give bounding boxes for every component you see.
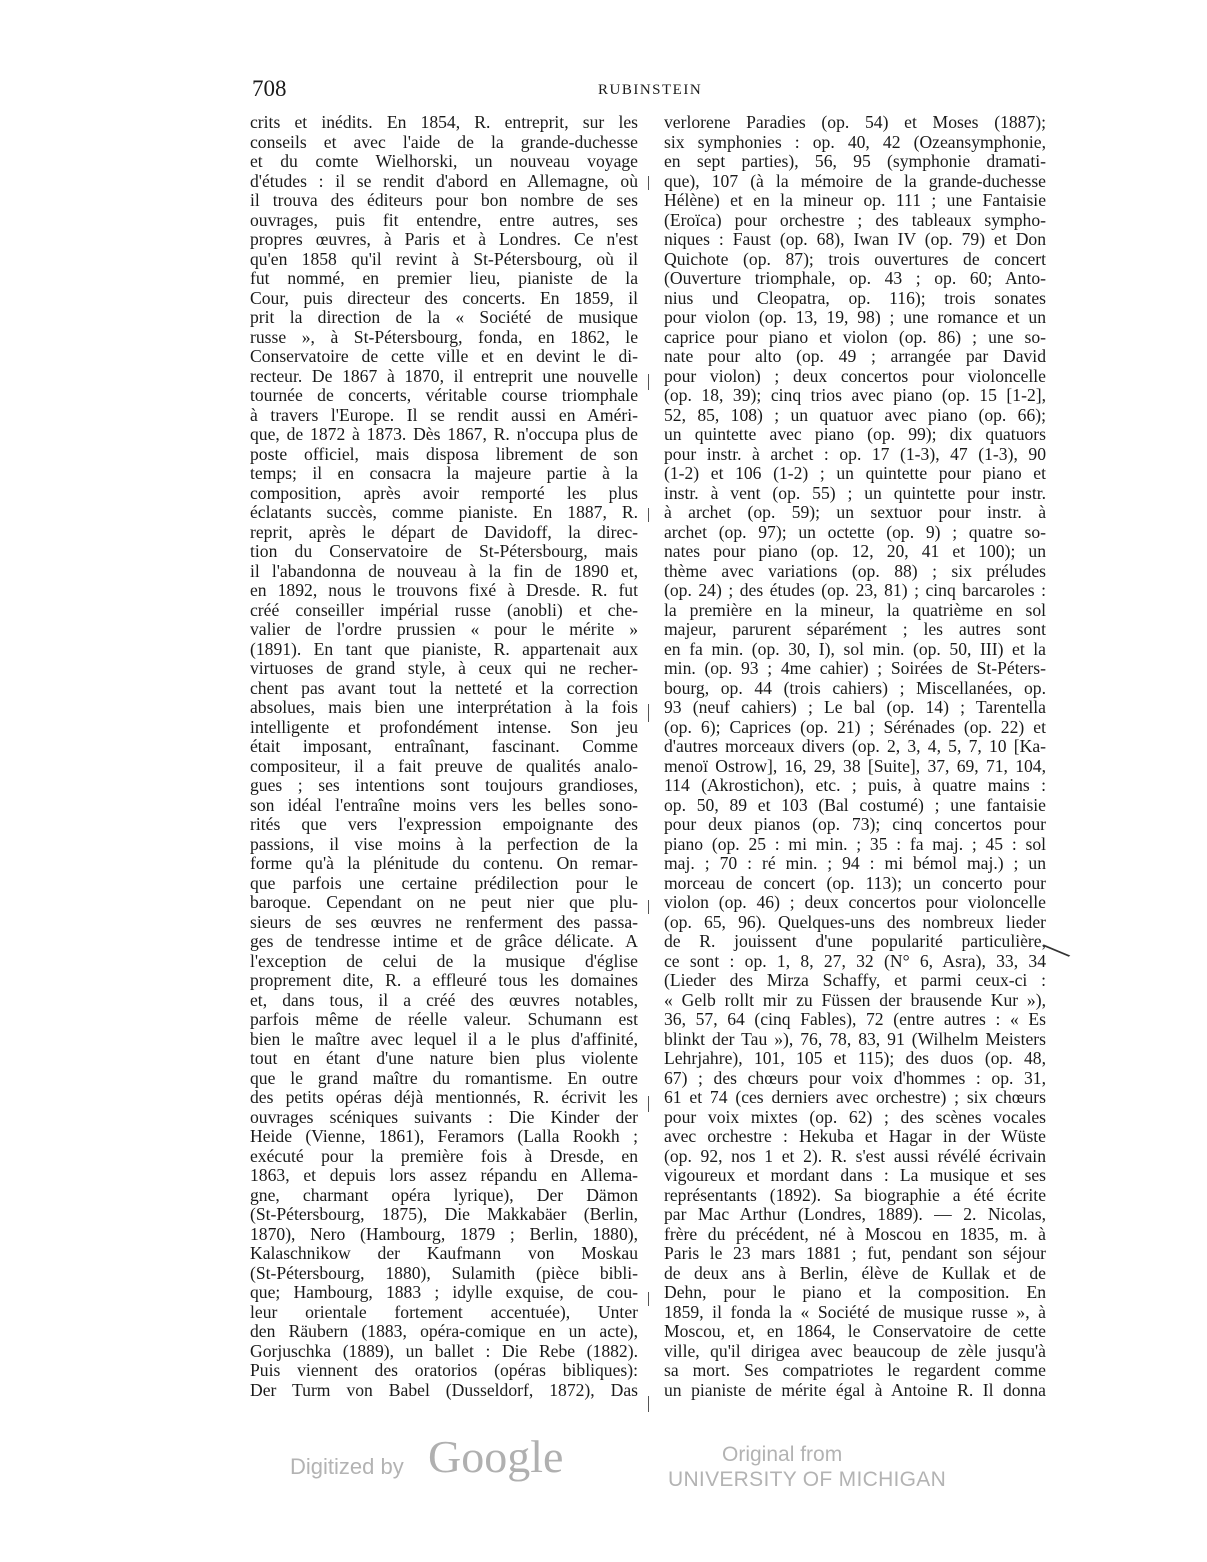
text-line: 1863, et depuis lors assez répandu en Allema-: [250, 1165, 638, 1185]
text-line: de deux ans à Berlin, élève de Kullak et de: [664, 1262, 1046, 1283]
text-line: ville, qu'il dirigea avec beaucoup de zèle jusqu'à: [664, 1340, 1046, 1361]
text-line: Hélène) et en la mineur op. 111 ; une Fantaisie: [664, 190, 1046, 210]
text-line: pour deux pianos (op. 73); cinq concertos pour: [664, 814, 1046, 834]
margin-mark: ╲: [1043, 936, 1070, 965]
text-line: den Räubern (1883, opéra-comique en un acte),: [250, 1321, 638, 1341]
text-line: sa mort. Ses compatriotes le regardent comme: [664, 1360, 1046, 1380]
text-line: valier de l'ordre prussien « pour le mérite »: [250, 619, 638, 639]
text-line: pour voix mixtes (op. 62) ; des scènes vocales: [664, 1106, 1046, 1127]
running-head: RUBINSTEIN: [598, 82, 703, 98]
text-line: Paris le 23 mars 1881 ; fut, pendant son séjour: [664, 1243, 1046, 1263]
text-line: un pianiste de mérite égal à Antoine R. Il donna: [664, 1379, 1046, 1400]
text-line: rités que vers l'expression empoignante des: [250, 814, 638, 834]
text-line: il trouva des éditeurs pour bon nombre de ses: [250, 190, 638, 210]
original-from-label: Original from: [722, 1443, 843, 1466]
text-line: thème avec variations (op. 88) ; six préludes: [664, 560, 1046, 581]
university-label: UNIVERSITY OF MICHIGAN: [668, 1468, 947, 1491]
text-line: intelligente et profondément intense. Son jeu: [250, 716, 638, 737]
text-line: russe », à St-Pétersbourg, fonda, en 1862, le: [250, 326, 638, 347]
text-line: que, de 1872 à 1873. Dès 1867, R. n'occupa plus de: [250, 424, 638, 444]
text-line: leur orientale fortement accentuée), Unter: [250, 1301, 638, 1322]
text-line: en fa min. (op. 30, I), sol min. (op. 50, III) et la: [664, 638, 1046, 659]
text-line: éclatants succès, comme pianiste. En 1887, R.: [250, 502, 638, 522]
text-line: 1870), Nero (Hambourg, 1879 ; Berlin, 1880),: [250, 1223, 638, 1244]
page-number: 708: [252, 76, 287, 101]
text-line: son idéal l'entraîne moins vers les belles sono-: [250, 794, 638, 815]
text-line: des petits opéras déjà mentionnés, R. écrivit les: [250, 1087, 638, 1107]
text-line: en 1892, nous le trouvons fixé à Dresde. R. fut: [250, 580, 638, 600]
text-line: et, dans tous, il a créé des œuvres notables,: [250, 989, 638, 1010]
text-line: caprice pour piano et violon (op. 86) ; une so-: [664, 326, 1046, 347]
text-line: tout en étant d'une nature bien plus violente: [250, 1048, 638, 1068]
text-line: la première en la mineur, la quatrième en sol: [664, 599, 1046, 620]
text-line: instr. à vent (op. 55) ; un quintette pour instr.: [664, 482, 1046, 503]
text-line: chent pas avant tout la netteté et la correction: [250, 677, 638, 698]
text-line: qu'en 1858 qu'il revint à St-Pétersbourg, où il: [250, 248, 638, 269]
text-line: Kalaschnikow der Kaufmann von Moskau: [250, 1243, 638, 1263]
text-line: 36, 57, 64 (cinq Fables), 72 (entre autres : « Es: [664, 1009, 1046, 1029]
text-line: poste officiel, mais disposa librement de son: [250, 443, 638, 464]
text-line: (St-Pétersbourg, 1875), Die Makkabäer (Berlin,: [250, 1204, 638, 1224]
text-line: que le grand maître du romantisme. En outre: [250, 1067, 638, 1088]
text-line: Conservatoire de cette ville et en devint le di-: [250, 346, 638, 366]
text-line: maj. ; 70 : ré min. ; 94 : mi bémol maj.) ; un: [664, 853, 1046, 873]
text-line: par Mac Arthur (Londres, 1889). — 2. Nicolas,: [664, 1204, 1046, 1224]
text-line: piano (op. 25 : mi min. ; 35 : fa maj. ; 45 : sol: [664, 833, 1046, 854]
text-line: crits et inédits. En 1854, R. entreprit, sur les: [250, 112, 638, 132]
text-line: Cour, puis directeur des concerts. En 1859, il: [250, 287, 638, 308]
text-line: violon (op. 46) ; deux concertos pour violoncelle: [664, 892, 1046, 912]
text-line: que parfois une certaine prédilection pour le: [250, 872, 638, 893]
text-line: tion du Conservatoire de St-Pétersbourg, mais: [250, 541, 638, 561]
text-line: gne, charmant opéra lyrique), Der Dämon: [250, 1184, 638, 1205]
text-line: 52, 85, 108) ; un quatuor avec piano (op. 66);: [664, 404, 1046, 425]
text-line: sieurs de ses œuvres ne renferment des passa-: [250, 911, 638, 932]
text-line: nius und Cleopatra, op. 116); trois sonates: [664, 287, 1046, 308]
text-line: 1859, il fonda la « Société de musique russe », à: [664, 1301, 1046, 1322]
text-line: archet (op. 97); un octette (op. 9) ; quatre so-: [664, 521, 1046, 542]
text-line: à travers l'Europe. Il se rendit aussi en Améri-: [250, 404, 638, 425]
text-line: que), 107 (à la mémoire de la grande-duchesse: [664, 170, 1046, 191]
text-line: bourg, op. 44 (trois cahiers) ; Miscellanées, op.: [664, 677, 1046, 698]
text-line: 93 (neuf cahiers) ; Le bal (op. 14) ; Tarentella: [664, 697, 1046, 717]
text-line: (Ouverture triomphale, op. 43 ; op. 60; Anto-: [664, 268, 1046, 288]
text-line: Dehn, pour le piano et la composition. En: [664, 1282, 1046, 1302]
text-line: Puis viennent des oratorios (opéras bibliques):: [250, 1360, 638, 1380]
text-line: virtuoses de grand style, à ceux qui ne recher-: [250, 658, 638, 678]
text-line: (op. 65, 96). Quelques-uns des nombreux lieder: [664, 911, 1046, 932]
text-line: de R. jouissent d'une popularité particulière,: [664, 931, 1046, 951]
text-line: (1891). En tant que pianiste, R. appartenait aux: [250, 638, 638, 659]
text-line: fut nommé, en premier lieu, pianiste de la: [250, 268, 638, 288]
text-line: créé conseiller impérial russe (anobli) et che-: [250, 599, 638, 620]
text-line: Heide (Vienne, 1861), Feramors (Lalla Rookh ;: [250, 1126, 638, 1146]
text-line: menoï Ostrow], 16, 29, 38 [Suite], 37, 69, 71, 104,: [664, 755, 1046, 776]
text-line: (Lieder des Mirza Schaffy, et parmi ceux-ci :: [664, 970, 1046, 990]
column-divider: [650, 116, 651, 1416]
text-line: (op. 92, nos 1 et 2). R. s'est aussi révélé écrivain: [664, 1145, 1046, 1166]
left-text-column: [250, 113, 638, 1400]
text-line: conseils et avec l'aide de la grande-duchesse: [250, 131, 638, 152]
text-line: proprement dite, R. a effleuré tous les domaines: [250, 970, 638, 990]
text-line: gues ; ses intentions sont toujours grandioses,: [250, 775, 638, 795]
text-line: six symphonies : op. 40, 42 (Ozeansymphonie,: [664, 131, 1046, 152]
text-line: un quintette avec piano (op. 99); dix quatuors: [664, 424, 1046, 444]
text-line: « Gelb rollt mir zu Füssen der brausende Kur »),: [664, 989, 1046, 1010]
text-line: Lehrjahre), 101, 105 et 115); des duos (op. 48,: [664, 1048, 1046, 1068]
text-line: compositeur, il a fait preuve de qualités analo-: [250, 755, 638, 776]
text-line: ges de tendresse intime et de grâce délicate. A: [250, 931, 638, 951]
text-line: que; Hambourg, 1883 ; idylle exquise, de cou-: [250, 1282, 638, 1302]
text-line: Moscou, et, en 1864, le Conservatoire de cette: [664, 1321, 1046, 1341]
text-line: passions, il vise moins à la perfection de la: [250, 833, 638, 854]
text-line: parfois même de réelle valeur. Schumann est: [250, 1009, 638, 1029]
text-line: ce sont : op. 1, 8, 27, 32 (N° 6, Asra), 33, 34: [664, 950, 1046, 971]
text-line: nates pour piano (op. 12, 20, 41 et 100); un: [664, 541, 1046, 561]
text-line: composition, après avoir remporté les plus: [250, 482, 638, 503]
text-line: (Eroïca) pour orchestre ; des tableaux sympho-: [664, 209, 1046, 230]
text-line: exécuté pour la première fois à Dresde, en: [250, 1145, 638, 1166]
text-line: bien le maître avec lequel il a le plus d'affinité,: [250, 1028, 638, 1049]
text-line: op. 50, 89 et 103 (Bal costumé) ; une fantaisie: [664, 794, 1046, 815]
text-line: représentants (1892). Sa biographie a été écrite: [664, 1184, 1046, 1205]
text-line: (1-2) et 106 (1-2) ; un quintette pour piano et: [664, 463, 1046, 483]
text-line: ouvrages scéniques suivants : Die Kinder der: [250, 1106, 638, 1127]
text-line: niques : Faust (op. 68), Iwan IV (op. 79) et Don: [664, 229, 1046, 249]
text-line: à archet (op. 59); un sextuor pour instr. à: [664, 502, 1046, 522]
text-line: propres œuvres, à Paris et à Londres. Ce n'est: [250, 229, 638, 249]
text-line: reprit, après le départ de Davidoff, la direc-: [250, 521, 638, 542]
text-line: prit la direction de la « Société de musique: [250, 307, 638, 327]
text-line: d'études : il se rendit d'abord en Allemagne, où: [250, 170, 638, 191]
text-line: verlorene Paradies (op. 54) et Moses (1887);: [664, 112, 1046, 132]
text-line: forme qu'à la plénitude du contenu. On remar-: [250, 853, 638, 873]
text-line: (op. 18, 39); cinq trios avec piano (op. 15 [1-2],: [664, 385, 1046, 405]
text-line: (op. 24) ; des études (op. 23, 81) ; cinq barcaroles :: [664, 580, 1046, 600]
text-line: recteur. De 1867 à 1870, il entreprit une nouvelle: [250, 365, 638, 386]
text-line: (St-Pétersbourg, 1880), Sulamith (pièce bibli-: [250, 1262, 638, 1283]
text-line: ouvrages, puis fit entendre, entre autres, ses: [250, 209, 638, 230]
text-line: 67) ; des chœurs pour voix d'hommes : op. 31,: [664, 1067, 1046, 1088]
text-line: pour violon) ; deux concertos pour violoncelle: [664, 365, 1046, 386]
text-line: frère du précédent, né à Moscou en 1835, m. à: [664, 1223, 1046, 1244]
text-line: pour violon (op. 13, 19, 98) ; une romance et un: [664, 307, 1046, 327]
text-line: majeur, parurent séparément ; les autres sont: [664, 619, 1046, 639]
text-line: et du comte Wielhorski, un nouveau voyage: [250, 151, 638, 171]
text-line: blinkt der Tau »), 76, 78, 83, 91 (Wilhelm Meisters: [664, 1028, 1046, 1049]
text-line: temps; il en consacra la majeure partie à la: [250, 463, 638, 483]
text-line: Der Turm von Babel (Dusseldorf, 1872), Das: [250, 1379, 638, 1400]
text-line: 114 (Akrostichon), etc. ; puis, à quatre mains :: [664, 775, 1046, 795]
right-text-column: [664, 113, 1046, 1400]
text-line: l'exception de celui de la musique d'église: [250, 950, 638, 971]
text-line: pour instr. à archet : op. 17 (1-3), 47 (1-3), 90: [664, 443, 1046, 464]
text-line: morceau de concert (op. 113); un concerto pour: [664, 872, 1046, 893]
text-line: absolues, mais bien une interprétation à la fois: [250, 697, 638, 717]
text-line: min. (op. 93 ; 4me cahier) ; Soirées de St-Péters-: [664, 658, 1046, 678]
google-logo: Google: [428, 1431, 564, 1482]
text-line: Quichote (op. 87); trois ouvertures de concert: [664, 248, 1046, 269]
text-line: 61 et 74 (ces derniers avec orchestre) ; six chœurs: [664, 1087, 1046, 1107]
text-line: il l'abandonna de nouveau à la fin de 1890 et,: [250, 560, 638, 581]
text-line: Gorjuschka (1889), un ballet : Die Rebe (1882).: [250, 1340, 638, 1361]
text-line: en sept parties), 56, 95 (symphonie dramati-: [664, 151, 1046, 171]
text-line: vigoureux et mordant dans : La musique et ses: [664, 1165, 1046, 1185]
text-line: baroque. Cependant on ne peut nier que plu-: [250, 892, 638, 912]
text-line: nate pour alto (op. 49 ; arrangée par David: [664, 346, 1046, 366]
text-line: (op. 6); Caprices (op. 21) ; Sérénades (op. 22) et: [664, 716, 1046, 737]
text-line: tournée de concerts, véritable course triomphale: [250, 385, 638, 405]
text-line: d'autres morceaux divers (op. 2, 3, 4, 5, 7, 10 [Ka-: [664, 736, 1046, 756]
digitized-by-label: Digitized by: [290, 1454, 404, 1479]
text-line: avec orchestre : Hekuba et Hagar in der Wüste: [664, 1126, 1046, 1146]
text-line: était imposant, entraînant, fascinant. Comme: [250, 736, 638, 756]
